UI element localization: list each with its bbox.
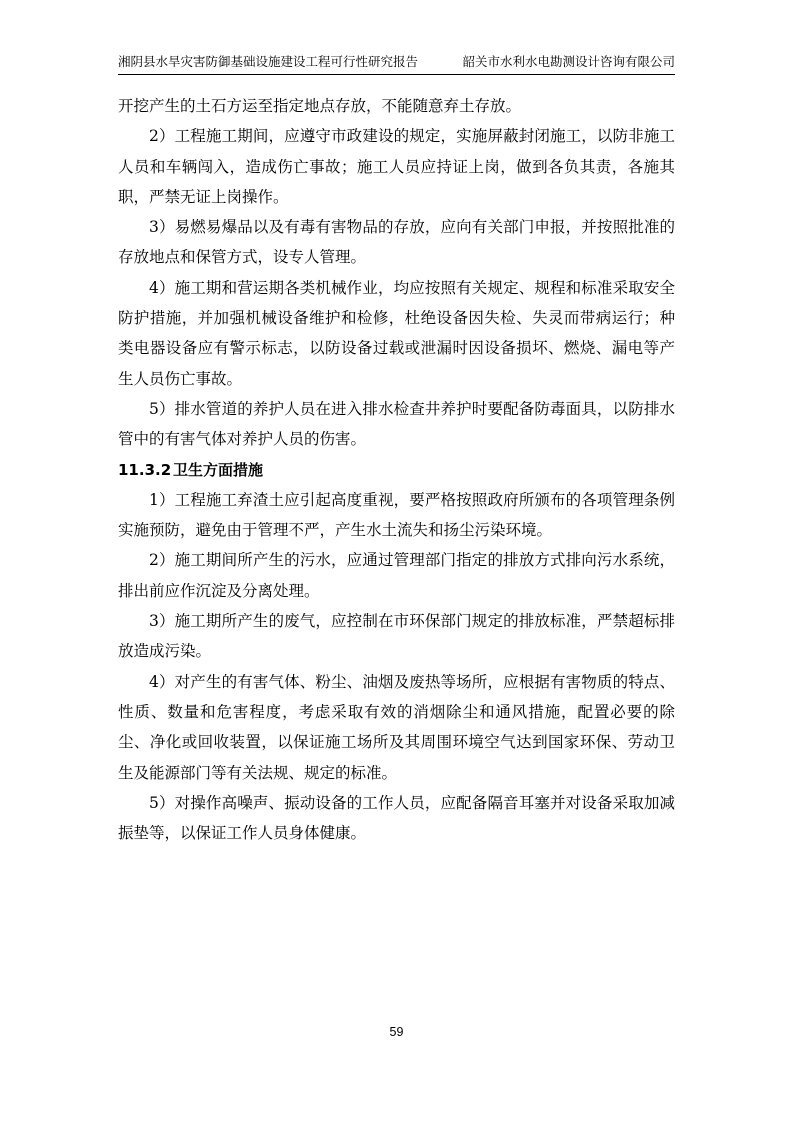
hygiene-item-1: 1）工程施工弃渣土应引起高度重视，要严格按照政府所颁布的各项管理条例实施预防，避免由于管理不严，产生水土流失和扬尘污染环境。 xyxy=(118,490,675,540)
section-heading xyxy=(118,455,675,485)
section-number: 11.3.2 xyxy=(118,460,172,479)
document-body xyxy=(118,91,675,848)
paragraph-item-2: 2）工程施工期间，应遵守市政建设的规定，实施屏蔽封闭施工，以防非施工人员和车辆闯入，造成伤亡事故；施工人员应持证上岗，做到各负其责，各施其职，严禁无证上岗操作。 xyxy=(118,127,675,206)
header-report-title: 湘阴县水旱灾害防御基础设施建设工程可行性研究报告 xyxy=(118,54,419,69)
hygiene-item-2: 2）施工期间所产生的污水，应通过管理部门指定的排放方式排向污水系统，排出前应作沉淀及分离处理。 xyxy=(118,551,675,600)
paragraph-continuation: 开挖产生的土石方运至指定地点存放，不能随意弃土存放。 xyxy=(118,97,522,115)
header-company-name: 韶关市水利水电勘测设计咨询有限公司 xyxy=(462,54,675,69)
paragraph-item-4: 4）施工期和营运期各类机械作业，均应按照有关规定、规程和标准采取安全防护措施，并加强机械设备维护和检修，杜绝设备因失检、失灵而带病运行；种类电器设备应有警示标志，以防设备过载或泄漏时因设备损坏、燃烧、漏电等产生人员伤亡事故。 xyxy=(118,278,675,388)
page-header xyxy=(118,54,675,75)
page-number: 59 xyxy=(389,1025,404,1039)
section-title: 卫生方面措施 xyxy=(173,460,264,479)
paragraph-item-3: 3）易燃易爆品以及有毒有害物品的存放，应向有关部门申报，并按照批准的存放地点和保管方式，设专人管理。 xyxy=(118,218,675,267)
hygiene-item-5: 5）对操作高噪声、振动设备的工作人员，应配备隔音耳塞并对设备采取加减振垫等，以保证工作人员身体健康。 xyxy=(118,793,675,843)
hygiene-item-3: 3）施工期所产生的废气，应控制在市环保部门规定的排放标准，严禁超标排放造成污染。 xyxy=(118,612,675,661)
paragraph-item-5: 5）排水管道的养护人员在进入排水检查井养护时要配备防毒面具，以防排水管中的有害气体对养护人员的伤害。 xyxy=(118,399,675,449)
hygiene-item-4: 4）对产生的有害气体、粉尘、油烟及废热等场所，应根据有害物质的特点、性质、数量和危害程度，考虑采取有效的消烟除尘和通风措施，配置必要的除尘、净化或回收装置，以保证施工场所及其周围环境空气达到国家环保、劳动卫生及能源部门等有关法规、规定的标准。 xyxy=(118,672,675,782)
